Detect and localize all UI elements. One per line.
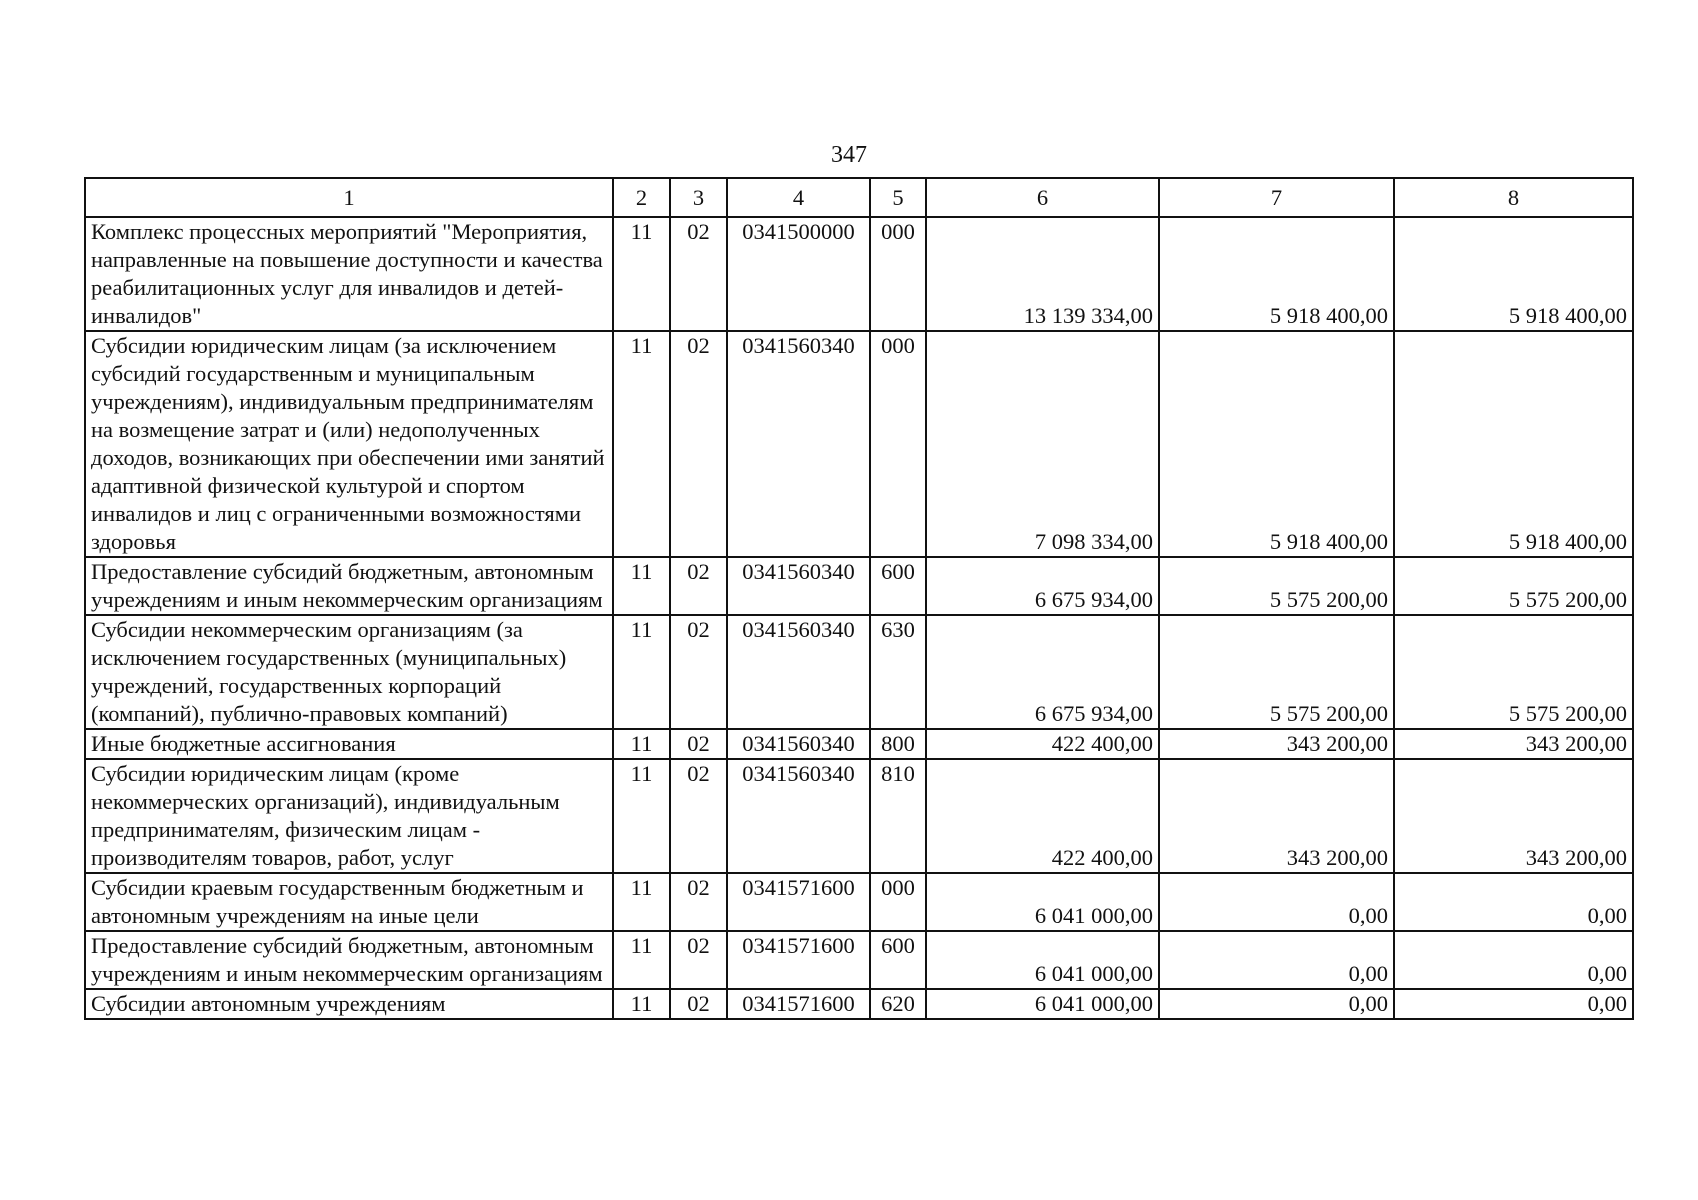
- table-row: [85, 729, 1633, 759]
- subsection-code: 02: [670, 729, 727, 759]
- page-number: 347: [831, 142, 867, 168]
- amount-col-7: 343 200,00: [1159, 729, 1394, 759]
- expense-type-code: 810: [870, 759, 926, 873]
- row-name: Предоставление субсидий бюджетным, автономным учреждениям и иным некоммерческим организациям: [85, 931, 613, 989]
- amount-col-7: 5 918 400,00: [1159, 217, 1394, 331]
- column-header: 6: [926, 178, 1159, 217]
- expense-type-code: 800: [870, 729, 926, 759]
- amount-col-6: 6 041 000,00: [926, 931, 1159, 989]
- amount-col-8: 5 918 400,00: [1394, 331, 1633, 557]
- amount-col-7: 0,00: [1159, 931, 1394, 989]
- amount-col-7: 343 200,00: [1159, 759, 1394, 873]
- column-header: 4: [727, 178, 870, 217]
- column-header: 3: [670, 178, 727, 217]
- budget-table: [84, 177, 1634, 1020]
- row-name: Субсидии юридическим лицам (за исключением субсидий государственным и муниципальным учреждениям), индивидуальным предпринимателям на возмещение затрат и (или) недополученных доходов, возникающих при обеспечении ими занятий адаптивной физической культурой и спортом инвалидов и лиц с ограниченными возможностями здоровья: [85, 331, 613, 557]
- target-article-code: 0341560340: [727, 729, 870, 759]
- table-row: [85, 931, 1633, 989]
- expense-type-code: 000: [870, 217, 926, 331]
- expense-type-code: 620: [870, 989, 926, 1019]
- subsection-code: 02: [670, 931, 727, 989]
- amount-col-6: 13 139 334,00: [926, 217, 1159, 331]
- subsection-code: 02: [670, 989, 727, 1019]
- target-article-code: 0341560340: [727, 331, 870, 557]
- target-article-code: 0341571600: [727, 931, 870, 989]
- section-code: 11: [613, 615, 670, 729]
- row-name: Иные бюджетные ассигнования: [85, 729, 613, 759]
- amount-col-7: 0,00: [1159, 873, 1394, 931]
- column-header: 5: [870, 178, 926, 217]
- column-header: 8: [1394, 178, 1633, 217]
- amount-col-8: 0,00: [1394, 931, 1633, 989]
- amount-col-8: 5 575 200,00: [1394, 557, 1633, 615]
- table-row: [85, 615, 1633, 729]
- row-name: Комплекс процессных мероприятий "Мероприятия, направленные на повышение доступности и качества реабилитационных услуг для инвалидов и детей-инвалидов": [85, 217, 613, 331]
- table-row: [85, 217, 1633, 331]
- amount-col-7: 5 918 400,00: [1159, 331, 1394, 557]
- section-code: 11: [613, 873, 670, 931]
- expense-type-code: 600: [870, 557, 926, 615]
- section-code: 11: [613, 759, 670, 873]
- amount-col-8: 0,00: [1394, 989, 1633, 1019]
- target-article-code: 0341560340: [727, 557, 870, 615]
- amount-col-6: 6 675 934,00: [926, 557, 1159, 615]
- amount-col-6: 6 041 000,00: [926, 873, 1159, 931]
- amount-col-7: 5 575 200,00: [1159, 557, 1394, 615]
- amount-col-8: 343 200,00: [1394, 729, 1633, 759]
- row-name: Субсидии некоммерческим организациям (за исключением государственных (муниципальных) учреждений, государственных корпораций (компаний), публично-правовых компаний): [85, 615, 613, 729]
- row-name: Субсидии автономным учреждениям: [85, 989, 613, 1019]
- amount-col-7: 5 575 200,00: [1159, 615, 1394, 729]
- section-code: 11: [613, 989, 670, 1019]
- subsection-code: 02: [670, 615, 727, 729]
- table-row: [85, 989, 1633, 1019]
- column-header: 1: [85, 178, 613, 217]
- target-article-code: 0341571600: [727, 989, 870, 1019]
- section-code: 11: [613, 557, 670, 615]
- column-header: 7: [1159, 178, 1394, 217]
- amount-col-8: 5 575 200,00: [1394, 615, 1633, 729]
- subsection-code: 02: [670, 759, 727, 873]
- expense-type-code: 000: [870, 873, 926, 931]
- amount-col-6: 7 098 334,00: [926, 331, 1159, 557]
- table-row: [85, 331, 1633, 557]
- table-row: [85, 557, 1633, 615]
- expense-type-code: 600: [870, 931, 926, 989]
- table-row: [85, 759, 1633, 873]
- expense-type-code: 630: [870, 615, 926, 729]
- row-name: Субсидии юридическим лицам (кроме некоммерческих организаций), индивидуальным предпринимателям, физическим лицам - производителям товаров, работ, услуг: [85, 759, 613, 873]
- section-code: 11: [613, 331, 670, 557]
- target-article-code: 0341560340: [727, 615, 870, 729]
- section-code: 11: [613, 931, 670, 989]
- section-code: 11: [613, 217, 670, 331]
- amount-col-6: 6 041 000,00: [926, 989, 1159, 1019]
- expense-type-code: 000: [870, 331, 926, 557]
- target-article-code: 0341571600: [727, 873, 870, 931]
- row-name: Субсидии краевым государственным бюджетным и автономным учреждениям на иные цели: [85, 873, 613, 931]
- target-article-code: 0341500000: [727, 217, 870, 331]
- amount-col-8: 343 200,00: [1394, 759, 1633, 873]
- target-article-code: 0341560340: [727, 759, 870, 873]
- section-code: 11: [613, 729, 670, 759]
- header-row: [85, 178, 1633, 217]
- subsection-code: 02: [670, 557, 727, 615]
- amount-col-6: 422 400,00: [926, 759, 1159, 873]
- row-name: Предоставление субсидий бюджетным, автономным учреждениям и иным некоммерческим организациям: [85, 557, 613, 615]
- column-header: 2: [613, 178, 670, 217]
- subsection-code: 02: [670, 331, 727, 557]
- subsection-code: 02: [670, 217, 727, 331]
- amount-col-6: 422 400,00: [926, 729, 1159, 759]
- amount-col-7: 0,00: [1159, 989, 1394, 1019]
- table-row: [85, 873, 1633, 931]
- amount-col-6: 6 675 934,00: [926, 615, 1159, 729]
- amount-col-8: 5 918 400,00: [1394, 217, 1633, 331]
- subsection-code: 02: [670, 873, 727, 931]
- amount-col-8: 0,00: [1394, 873, 1633, 931]
